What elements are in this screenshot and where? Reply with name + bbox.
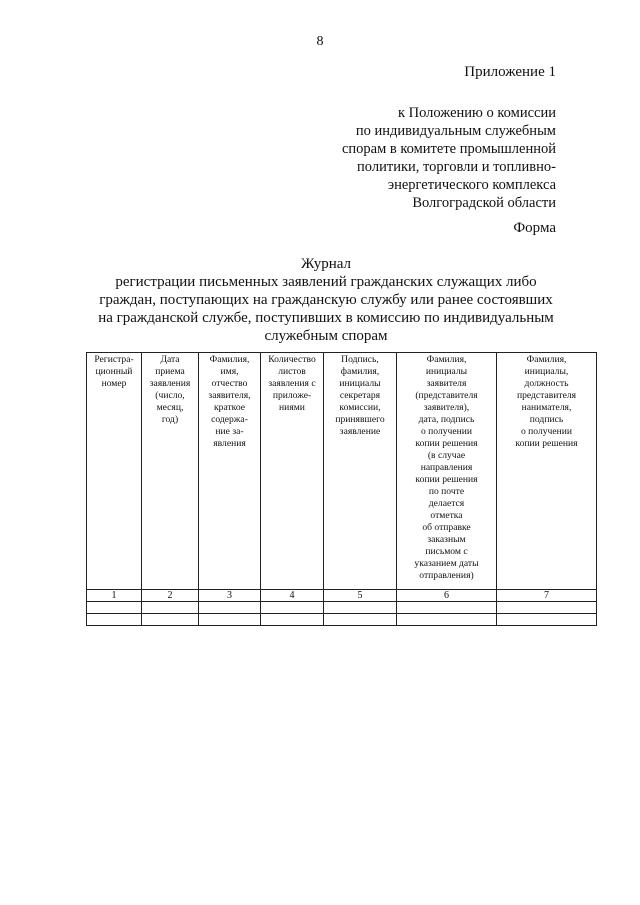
table-cell — [497, 602, 597, 614]
appendix-reference-line: политики, торговли и топливно- — [357, 159, 556, 175]
column-number-row — [87, 590, 597, 602]
table-cell — [87, 602, 142, 614]
appendix-reference-line: Волгоградской области — [412, 195, 556, 211]
column-number: 2 — [142, 590, 199, 602]
table-header-row — [87, 353, 597, 590]
page-number: 8 — [316, 34, 324, 49]
column-header-receipt-date: Дата приема заявления (число, месяц, год) — [142, 353, 199, 590]
column-header-applicant-summary: Фамилия, имя, отчество заявителя, краткое содержа- ние за- явления — [199, 353, 261, 590]
table-cell — [199, 602, 261, 614]
column-header-sheet-count: Количество листов заявления с приложе- ниями — [261, 353, 324, 590]
column-header-employer-receipt: Фамилия, инициалы, должность представителя нанимателя, подпись о получении копии решения — [497, 353, 597, 590]
document-title-line: на гражданской службе, поступивших в комиссию по индивидуальным — [98, 310, 554, 326]
column-header-registration-number: Регистра- ционный номер — [87, 353, 142, 590]
column-number: 5 — [324, 590, 397, 602]
document-title-line: регистрации письменных заявлений гражданских служащих либо — [115, 274, 537, 290]
appendix-reference-line: спорам в комитете промышленной — [341, 141, 556, 157]
appendix-reference — [296, 104, 556, 212]
table-cell — [397, 602, 497, 614]
appendix-title: Приложение 1 — [464, 64, 556, 80]
table-row-empty — [87, 602, 597, 614]
column-number: 3 — [199, 590, 261, 602]
table-cell — [261, 614, 324, 626]
table-cell — [397, 614, 497, 626]
table-cell — [324, 602, 397, 614]
form-label: Форма — [513, 220, 556, 236]
column-number: 6 — [397, 590, 497, 602]
document-title — [86, 255, 566, 345]
column-number: 1 — [87, 590, 142, 602]
document-title-line: Журнал — [300, 256, 351, 272]
table-cell — [497, 614, 597, 626]
table-cell — [87, 614, 142, 626]
document-title-line: граждан, поступающих на гражданскую службу или ранее состоявших — [99, 292, 553, 308]
column-number: 4 — [261, 590, 324, 602]
table-cell — [142, 614, 199, 626]
column-header-applicant-receipt: Фамилия, инициалы заявителя (представителя заявителя), дата, подпись о получении копии решения (в случае направления копии решения по почте делается отметка об отправке заказным письмом с указанием даты отправления) — [397, 353, 497, 590]
column-header-secretary-signature: Подпись, фамилия, инициалы секретаря комиссии, принявшего заявление — [324, 353, 397, 590]
table-cell — [261, 602, 324, 614]
appendix-reference-line: по индивидуальным служебным — [355, 123, 556, 139]
appendix-reference-line: к Положению о комиссии — [397, 105, 556, 121]
appendix-reference-line: энергетического комплекса — [387, 177, 556, 193]
table-row-empty — [87, 614, 597, 626]
document-title-line: служебным спорам — [264, 328, 388, 344]
table-cell — [142, 602, 199, 614]
table-cell — [324, 614, 397, 626]
table-cell — [199, 614, 261, 626]
column-number: 7 — [497, 590, 597, 602]
journal-table — [86, 352, 597, 626]
